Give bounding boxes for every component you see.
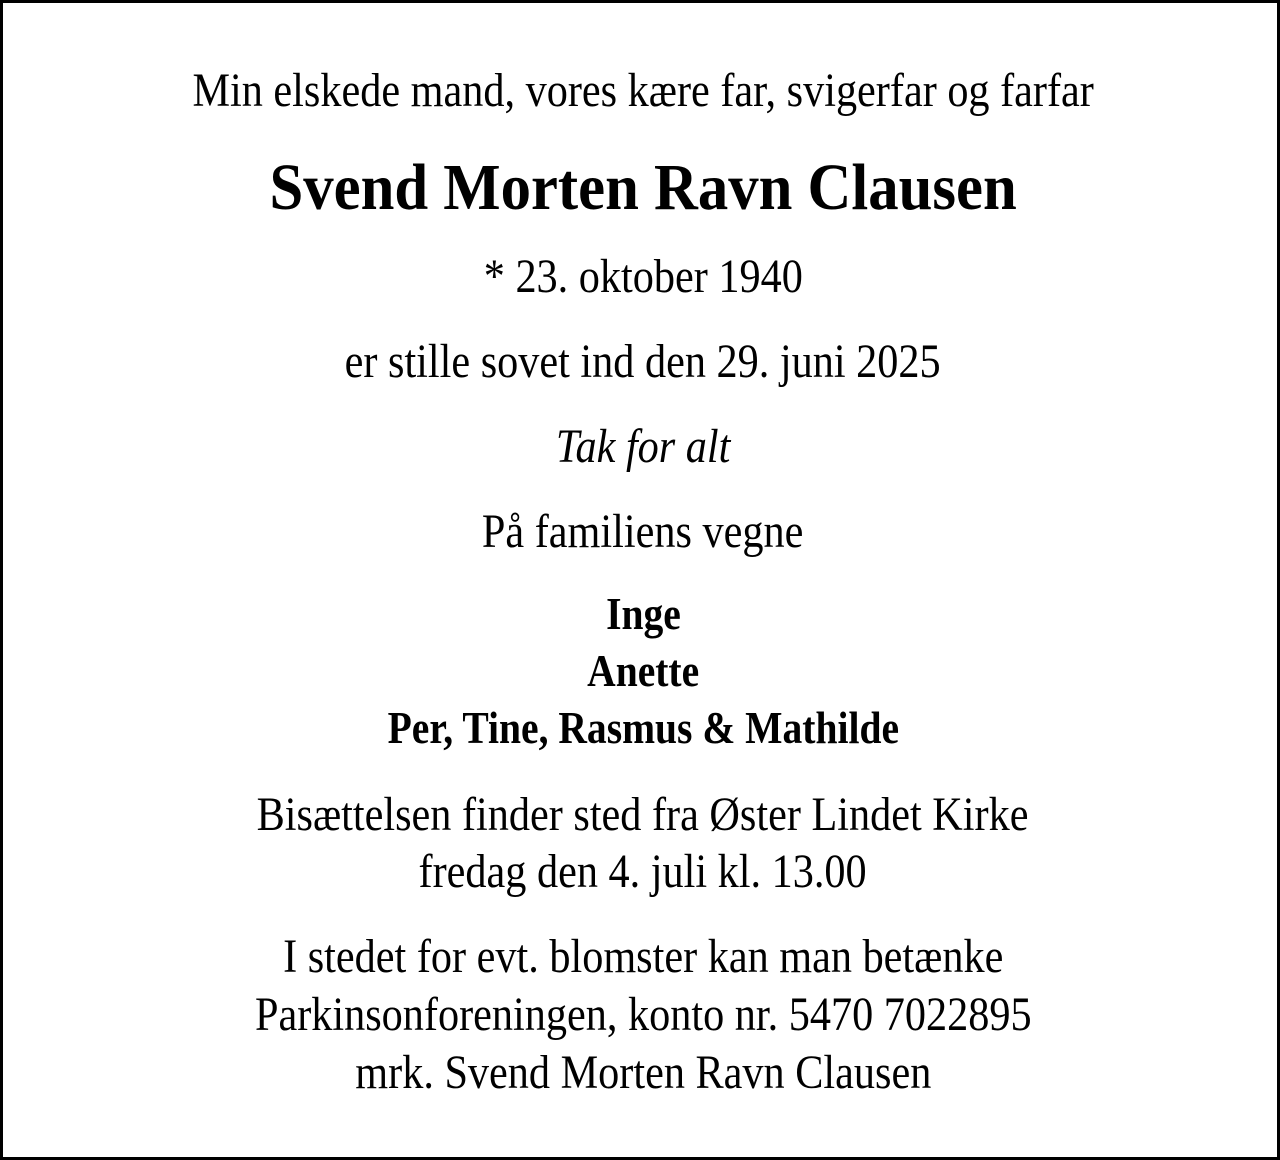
donation-account-text: Parkinsonforeningen, konto nr. 5470 7022895 bbox=[254, 988, 1032, 1041]
family-member-line bbox=[3, 645, 1280, 696]
donation-info-line bbox=[3, 988, 1280, 1041]
intro-line bbox=[3, 64, 1280, 117]
family-member-name: Anette bbox=[586, 645, 700, 696]
family-member-line bbox=[3, 588, 1280, 639]
donation-text: I stedet for evt. blomster kan man betænke bbox=[282, 930, 1004, 983]
intro-text: Min elskede mand, vores kære far, svigerfar og farfar bbox=[192, 64, 1094, 117]
funeral-time-text: fredag den 4. juli kl. 13.00 bbox=[418, 845, 868, 898]
birth-date-text: * 23. oktober 1940 bbox=[483, 250, 803, 303]
deceased-name-text: Svend Morten Ravn Clausen bbox=[269, 151, 1017, 224]
family-member-line bbox=[3, 702, 1280, 753]
deceased-name-heading bbox=[3, 151, 1280, 224]
funeral-info-line bbox=[3, 788, 1280, 841]
donation-reference-text: mrk. Svend Morten Ravn Clausen bbox=[354, 1046, 932, 1099]
thanks-text: Tak for alt bbox=[555, 420, 731, 473]
on-behalf-line bbox=[3, 505, 1280, 558]
family-member-name: Per, Tine, Rasmus & Mathilde bbox=[387, 702, 899, 753]
on-behalf-text: På familiens vegne bbox=[482, 505, 804, 558]
donation-info-line bbox=[3, 1046, 1280, 1099]
donation-info-line bbox=[3, 930, 1280, 983]
funeral-location-text: Bisættelsen finder sted fra Øster Lindet Kirke bbox=[257, 788, 1029, 841]
funeral-info-line bbox=[3, 845, 1280, 898]
birth-date-line bbox=[3, 250, 1280, 303]
death-date-line bbox=[3, 335, 1280, 388]
family-member-name: Inge bbox=[605, 588, 681, 639]
death-date-text: er stille sovet ind den 29. juni 2025 bbox=[345, 335, 941, 388]
thanks-line bbox=[3, 420, 1280, 473]
